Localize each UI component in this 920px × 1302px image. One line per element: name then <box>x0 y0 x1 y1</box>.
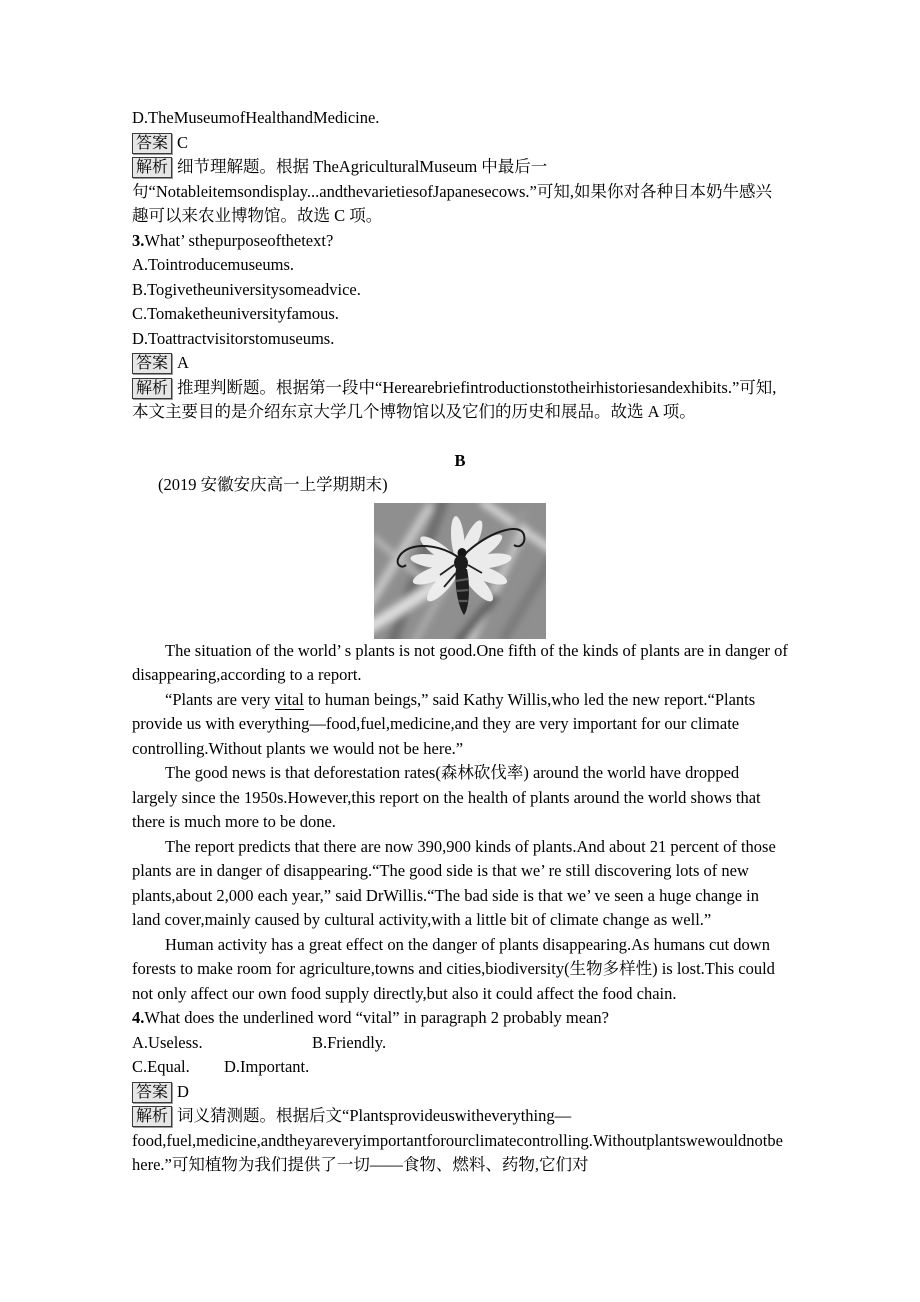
q4-question-text: What does the underlined word “vital” in paragraph 2 probably mean? <box>144 1008 609 1027</box>
q3-option-d: D.Toattractvisitorstomuseums. <box>132 328 335 348</box>
passage-paragraph-4: The report predicts that there are now 390,900 kinds of plants.And about 21 percent of those plants are in danger of disappearing.“The good side is that we’ re still discovering lots of new plants,about 2,000 each year,” said DrWillis.“The bad side is that we’ ve seen a huge change in land cover,mainly caused by cultural activity,with a little bit of climate change as well.” <box>132 836 776 929</box>
beetle-on-flower-photo <box>374 503 546 639</box>
q3-answer-letter: A <box>177 353 189 372</box>
answer-label-badge: 答案 <box>132 133 172 154</box>
q3-question <box>132 229 788 254</box>
analysis-label-badge: 解析 <box>132 157 172 178</box>
q3-analysis-text: 推理判断题。根据第一段中“Herearebriefintroductionstotheirhistoriesandexhibits.”可知,本文主要目的是介绍东京大学几个博物馆以及它们的历史和展品。故选 A 项。 <box>132 377 777 421</box>
answer-label-badge: 答案 <box>132 1082 172 1103</box>
q4-analysis <box>132 1104 788 1178</box>
q4-options-row-1 <box>132 1031 788 1056</box>
q2-answer-letter: C <box>177 132 189 152</box>
analysis-label-badge: 解析 <box>132 1106 172 1127</box>
analysis-label-badge: 解析 <box>132 378 172 399</box>
passage-photo-container <box>132 503 788 639</box>
underlined-word-vital: vital <box>274 689 304 709</box>
q4-options-row-2 <box>132 1055 788 1080</box>
q3-option-a: A.Tointroducemuseums. <box>132 255 294 274</box>
q3-analysis <box>132 376 788 425</box>
passage-source: (2019 安徽安庆高一上学期期末) <box>158 475 388 494</box>
q4-answer-line <box>132 1080 788 1105</box>
q4-answer-letter: D <box>177 1081 189 1101</box>
q2-option-d: D.TheMuseumofHealthandMedicine. <box>132 108 380 127</box>
q4-analysis-text: 词义猜测题。根据后文“Plantsprovideuswitheverything—food,fuel,medicine,andtheyareveryimportantforourclimatecontrolling.Withoutplantswewouldnotbehere.”可知植物为我们提供了一切——食物、燃料、药物,它们对 <box>132 1106 783 1174</box>
q2-analysis-text: 细节理解题。根据 TheAgriculturalMuseum 中最后一句“Notableitemsondisplay...andthevarietiesofJapanesecows.”可知,如果你对各种日本奶牛感兴趣可以来农业博物馆。故选 C 项。 <box>132 157 773 225</box>
q3-option-c: C.Tomaketheuniversityfamous. <box>132 304 339 323</box>
q4-option-c: C.Equal. <box>132 1057 190 1076</box>
q4-option-b: B.Friendly. <box>312 1032 387 1052</box>
passage-paragraph-5: Human activity has a great effect on the danger of plants disappearing.As humans cut down forests to make room for agriculture,towns and cities,biodiversity(生物多样性) is lost.This could not only affect our own food supply directly,but also it could affect the food chain. <box>132 934 775 1003</box>
passage-paragraph-1: The situation of the world’ s plants is not good.One fifth of the kinds of plants are in danger of disappearing,according to a report. <box>132 640 788 684</box>
p2-text-after: to human beings,” said Kathy Willis,who led the new report.“Plants provide us with everything—food,fuel,medicine,and they are very important for our climate controlling.Without plants we would not be here.” <box>132 689 756 758</box>
q3-number: 3. <box>132 230 145 250</box>
section-b-heading: B <box>454 450 466 470</box>
q3-answer-line <box>132 351 788 376</box>
passage-paragraph-2 <box>132 688 788 762</box>
q2-answer-line <box>132 131 788 156</box>
q3-option-b: B.Togivetheuniversitysomeadvice. <box>132 279 361 299</box>
passage-paragraph-3: The good news is that deforestation rates(森林砍伐率) around the world have dropped largely since the 1950s.However,this report on the health of plants around the world shows that there is much more to be done. <box>132 763 761 831</box>
q3-question-text: What’ sthepurposeofthetext? <box>144 230 334 250</box>
p2-text-before: “Plants are very <box>165 689 275 709</box>
answer-label-badge: 答案 <box>132 353 172 374</box>
q4-number: 4. <box>132 1008 145 1027</box>
q4-option-a: A.Useless. <box>132 1032 203 1052</box>
q4-question <box>132 1006 788 1031</box>
q4-option-d: D.Important. <box>224 1057 310 1076</box>
q2-analysis <box>132 155 788 229</box>
